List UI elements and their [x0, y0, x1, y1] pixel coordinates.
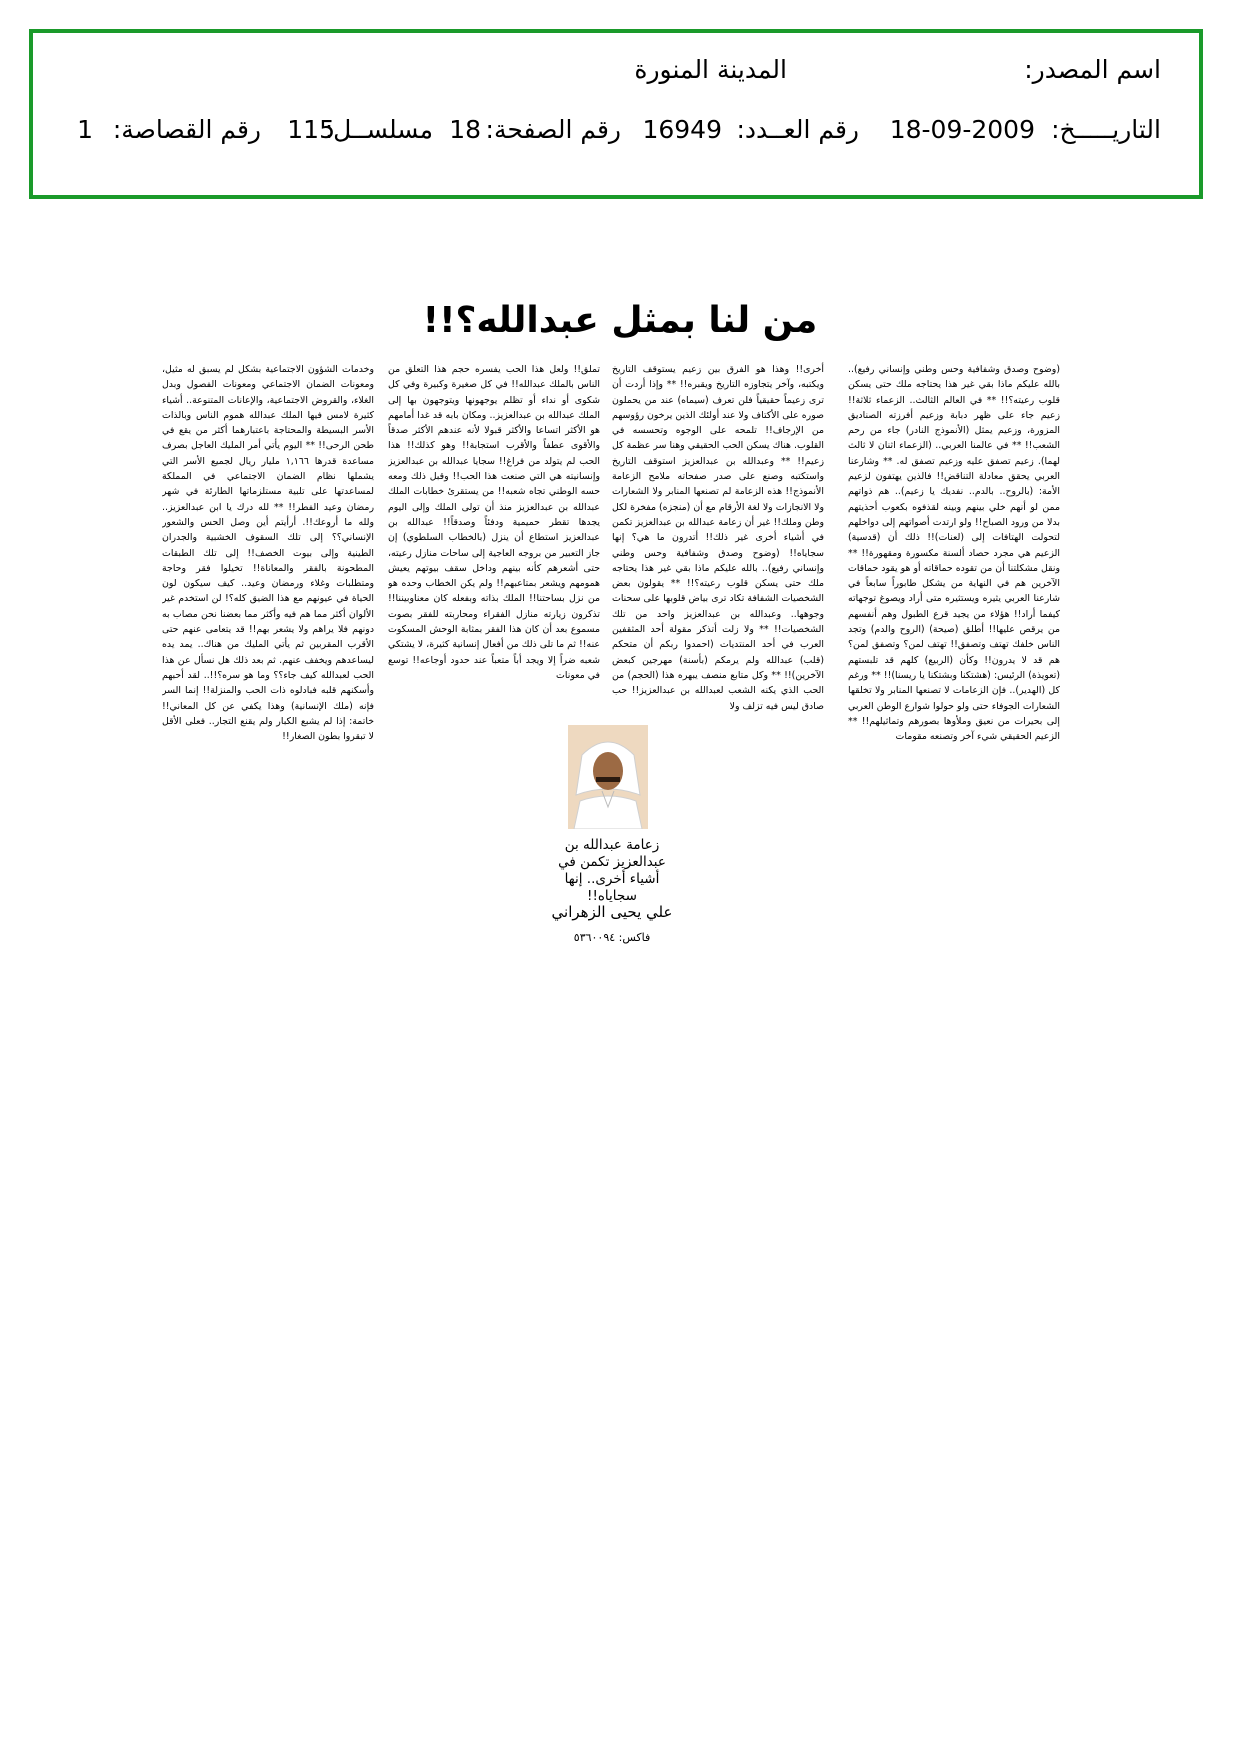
- clip-value: 1: [77, 115, 93, 144]
- serial-value: 115: [287, 115, 335, 144]
- clip-label: رقم القصاصة:: [112, 115, 261, 144]
- source-label: اسم المصدر:: [1024, 55, 1161, 84]
- page-value: 18: [449, 115, 481, 144]
- column-text: تملق!! ولعل هذا الحب يفسره حجم هذا التعلق من الناس بالملك عبدالله!! في كل صغيرة وكبيرة وفي كل شكوى أو نداء أو تظلم يوجهونها ويتوجهون بها إلى الملك عبدالله بن عبدالعزيز.. ومكان بابه قد غدا أمامهم هو الأكثر اتساعا والأكثر قبولا لأنه عندهم الأكثر صدقاً والأقوى عطفاً والأقرب استجابة!! وهو كذلك!! هذا الحب لم يتولد من فراغ!! سجايا عبدالله بن عبدالعزيز وإنسانيته هي التي صنعت هذا الحب!! وقبل ذلك ومعه حسه الوطني تجاه شعبه!! من يستقرئ خطابات الملك عبدالله بن عبدالعزيز منذ أن تولى الملك وإلى اليوم يجدها تقطر حميمية ودفئاً وصدقاً!! عبدالله بن عبدالعزيز استطاع أن ينزل (بالخطاب السلطوي) إن جاز التعبير من بروجه العاجية إلى ساحات منازل رعيته، حتى أشعرهم كأنه بينهم وداخل سقف بيوتهم يعيش همومهم ويشعر بمتاعبهم!! ولم يكن الخطاب وحده هو من نزل بساحتنا!! الملك بذاته وبفعله كان معناوبيننا!! تذكرون زيارته منازل الفقراء ومحاربته للفقر بصوت مسموع بعد أن كان هذا الفقر بمثابة الوحش المسكوت عنه!! ثم ما تلى ذلك من أفعال إنسانية كثيرة، لا يشتكي شعبه ضراً إلا ويجد أباً متعباً عند حدود أوجاعه!! توسع في معونات: [388, 364, 600, 681]
- author-block: [546, 725, 678, 957]
- issue-label: رقم العــدد:: [736, 115, 859, 144]
- clipping-header: [29, 29, 1203, 199]
- fax-value: ٥٣٦٠٠٩٤: [573, 931, 616, 944]
- column-text: (وضوح وصدق وشفافية وحس وطني وإنساني رفيع).. بالله عليكم ماذا بقي غير هذا يحتاجه ملك حتى يسكن قلوب رعيته؟!! ** في العالم الثالث.. الزعماء ثلاثة!! زعيم جاء على ظهر دبابة وزعيم أفرزته الصناديق المزورة، وزعيم يمثل (الأنموذج النادر) جاء من رحم الشعب!! ** في عالمنا العربي.. (الزعماء اثنان لا ثالث لهما). زعيم تصفق عليه وزعيم تصفق له. ** وشارعنا العربي يحقق معادلة التناقض!! فالذين يهتفون لزعيم الأمة: (بالروح.. بالدم.. نفديك يا زعيم).. هم ذواتهم ممن لو أنهم خلي بينهم وبينه لقذفوه بكعوب أحذيتهم بدلا من ورود الصباح!! ولو ارتدت أصواتهم إلى دواخلهم لتحولت الهتافات إلى (لعنات)!! ذلك أن (قدسية) الزعيم هي مجرد حصاد ألسنة مكسورة ومقهورة!! ** ونقل مشكلتنا أن من تقوده حماقاته أو هو يقود حماقات الآخرين هم في النهاية من يشكل طابوراً سابعاً في شارعنا العربي يثيره ويستثيره متى أراد ويصوغ توجهاته كيفما أراد!! هؤلاء من يجيد قرع الطبول وهم أنفسهم من يرقص عليها!! أطلق (صيحة) (الروح والدم) وتجد الناس خلفك تهتف وتصفق!! تهتف لمن؟ وتصفق لمن؟ هم قد لا يدرون!! وكأن (الربيع) كلهم قد تلبستهم (تعويذة) الرئيس: (هشتكنا وبشتكنا يا ريسنا)!! ** ورغم كل (الهدير).. فإن الزعامات لا تصنعها المنابر ولا تخلقها الشعارات الجوفاء حتى ولو حولوا شوارع الوطن العربي إلى بحيرات من نعيق وملأوها بصورهم وتماثيلهم!! ** الزعيم الحقيقي شيء آخر وتصنعه مقومات: [848, 364, 1060, 743]
- date-label: التاريـــــخ:: [1051, 115, 1161, 144]
- photo-caption: زعامة عبدالله بن عبدالعزيز تكمن في أشياء أخرى.. إنها سجاياه!!: [558, 837, 666, 904]
- date-value: 18-09-2009: [889, 115, 1035, 144]
- source-value: المدينة المنورة: [634, 55, 787, 84]
- header-row-source: [33, 55, 1199, 95]
- header-row-details: [33, 115, 1199, 155]
- author-portrait-icon: [568, 725, 648, 829]
- column-text: وخدمات الشؤون الاجتماعية بشكل لم يسبق له مثيل، ومعونات الضمان الاجتماعي ومعونات الفصول وبدل الغلاء، والقروض الاجتماعية، والإعانات المتنوعة.. أشياء كثيرة لامس فيها الملك عبدالله هموم الناس وبالذات الأسر البسيطة والمحتاجة باعتبارهما أكثر من يقع في طحن الرحى!! ** اليوم يأتي أمر المليك العاجل بصرف مساعدة قدرها ١,١٦٦ مليار ريال لجميع الأسر التي يشملها نظام الضمان الاجتماعي في المملكة لمساعدتها على تلبية مستلزماتها الطارئة في شهر رمضان وعيد الفطر!! ** لله درك يا ابن عبدالعزيز.. ولله ما أروعك!!. أرأيتم أين وصل الحس والشعور الإنساني؟؟ إلى تلك السقوف الخشبية والجدران الطينية وإلى بيوت الخصف!! إلى تلك الطبقات المطحونة بالفقر والمعاناة!! تخيلوا فقر وحاجة ومتطلبات وغلاء ورمضان وعيد.. كيف سيكون لون الحياة في عيونهم مع هذا الضيق كله؟! لن استخدم غير الألوان أكثر مما هم فيه وأكثر مما بعضنا نحن مصاب به دونهم فلا يراهم ولا يشعر بهم!! قد يتعامى عنهم حتى الأقرب المقربين ثم يأتي المليك من هناك.. يمد يده ليساعدهم ويخفف عنهم. ثم بعد ذلك هل نسأل عن هذا الحب لعبدالله كيف جاء؟؟ وما هو سره؟!!.. لقد أحبهم وأسكنهم قلبه فبادلوه ذات الحب والمنزلة!! إنما السر فإنه (ملك الإنسانية) وهذا يكفي عن كل المعاني!! خاتمة: إذا لم يشبع الكبار ولم يقنع التجار.. فعلى الأقل لا تبقروا بطون الصغار!!: [162, 364, 374, 743]
- column-text: أخرى!! وهذا هو الفرق بين زعيم يستوقف التاريخ ويكتبه، وآخر يتجاوزه التاريخ ويقبره!! ** وإذا أردت أن ترى زعيماً حقيقياً فلن تعرف (سيماه) عند من يحملون صوره على الأكتاف ولا عند أولئك الذين يرخون رؤوسهم من الإرجاف!! تلمحه على الوجوه وتحسسه في القلوب. هناك يسكن الحب الحقيقي وهنا سر عظمة كل زعيم!! ** وعبدالله بن عبدالعزيز استوقف التاريخ واستكتبه وصنع على صدر صفحاته ملامح الزعامة الأنموذج!! هذه الزعامة لم تصنعها المنابر ولا الشعارات ولا الانجازات ولا لغة الأرقام مع أن (منجزه) مفخرة لكل وطن وملك!! غير أن زعامة عبدالله بن عبدالعزيز تكمن في أشياء أخرى غير ذلك!! أتدرون ما هي؟ إنها سجاياه!! (وضوح وصدق وشفافية وحس وطني وإنساني رفيع).. بالله عليكم ماذا بقي غير هذا يحتاجه ملك حتى يسكن قلوب رعيته؟!! ** يقولون بعض الشخصيات الشفافة تكاد ترى بياض قلوبها على سحنات وجوهها.. وعبدالله بن عبدالعزيز واحد من تلك الشخصيات!! ** ولا زلت أتذكر مقولة أحد المثقفين العرب في أحد المنتديات (احمدوا ربكم أن متحكم (قلب) عبدالله ولم يرمكم (بأسنة) مهرجين كبعض الآخرين)!! ** وكل متابع منصف يبهره هذا (الحجم) من الحب الذي يكنه الشعب لعبدالله بن عبدالعزيز!! حب صادق ليس فيه تزلف ولا: [612, 364, 824, 712]
- author-name: علي يحيى الزهراني: [551, 903, 673, 921]
- issue-value: 16949: [642, 115, 722, 144]
- serial-label: مسلســل:: [324, 115, 433, 144]
- article-column-4: [162, 362, 374, 942]
- fax-label: فاكس:: [618, 931, 651, 944]
- author-fax: [546, 931, 678, 944]
- article-column-1: [848, 362, 1060, 962]
- author-photo: [568, 725, 648, 829]
- page-label: رقم الصفحة:: [485, 115, 621, 144]
- article-title: من لنا بمثل عبدالله؟!!: [422, 300, 818, 341]
